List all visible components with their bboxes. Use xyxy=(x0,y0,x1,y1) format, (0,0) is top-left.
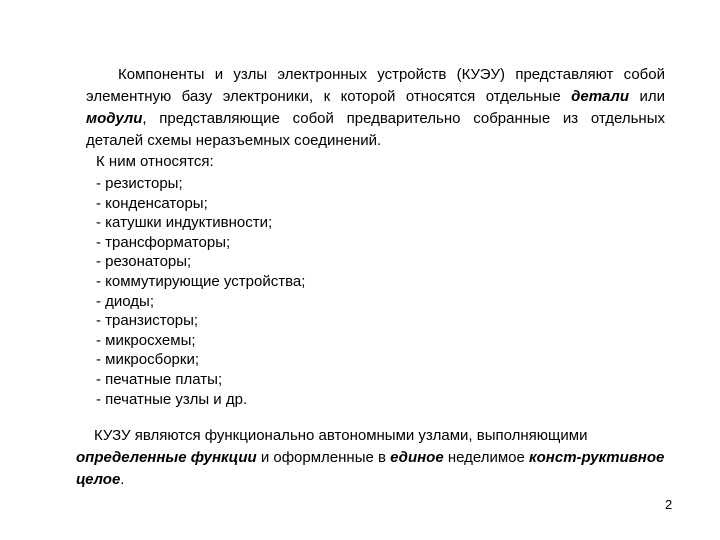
closing-text-4: . xyxy=(120,471,125,488)
intro-term-details: детали xyxy=(571,88,630,105)
intro-text-3: , представляющие собой предварительно собранные из отдельных деталей схемы неразъемных соединений. xyxy=(86,110,665,149)
list-item: - резонаторы; xyxy=(96,253,192,271)
intro-term-modules: модули xyxy=(86,110,143,127)
intro-text-1: Компоненты и узлы электронных устройств (КУЭУ) представляют собой элементную базу электроники, к которой относятся отдельные xyxy=(86,66,665,105)
page-number: 2 xyxy=(665,497,673,512)
list-item: - коммутирующие устройства; xyxy=(96,272,306,290)
closing-text-2: и оформленные в xyxy=(256,449,391,466)
list-lead: К ним относятся: xyxy=(96,153,214,170)
intro-text-2: или xyxy=(629,88,665,105)
closing-paragraph xyxy=(76,425,676,491)
closing-term-functions: определенные функции xyxy=(76,449,257,466)
closing-text-1: КУЗУ являются функционально автономными узлами, выполняющими xyxy=(94,427,588,444)
list-item: - резисторы; xyxy=(96,175,183,192)
closing-term-single: единое xyxy=(390,449,444,466)
list-item: - микросхемы; xyxy=(96,331,196,349)
list-item: - катушки индуктивности; xyxy=(96,214,273,232)
list-item: - диоды; xyxy=(96,292,155,310)
list-item: - печатные платы; xyxy=(96,370,223,388)
list-item: - конденсаторы; xyxy=(96,194,208,212)
closing-text-3: неделимое xyxy=(443,449,530,466)
closing-term-whole: конст-руктивное целое xyxy=(76,449,665,488)
intro-paragraph xyxy=(86,64,665,152)
list-item: - транзисторы; xyxy=(96,312,199,330)
components-list xyxy=(96,174,596,409)
list-item: - печатные узлы и др. xyxy=(96,390,248,408)
list-item: - трансформаторы; xyxy=(96,233,231,251)
components-list-block xyxy=(96,152,596,409)
list-item: - микросборки; xyxy=(96,351,199,369)
